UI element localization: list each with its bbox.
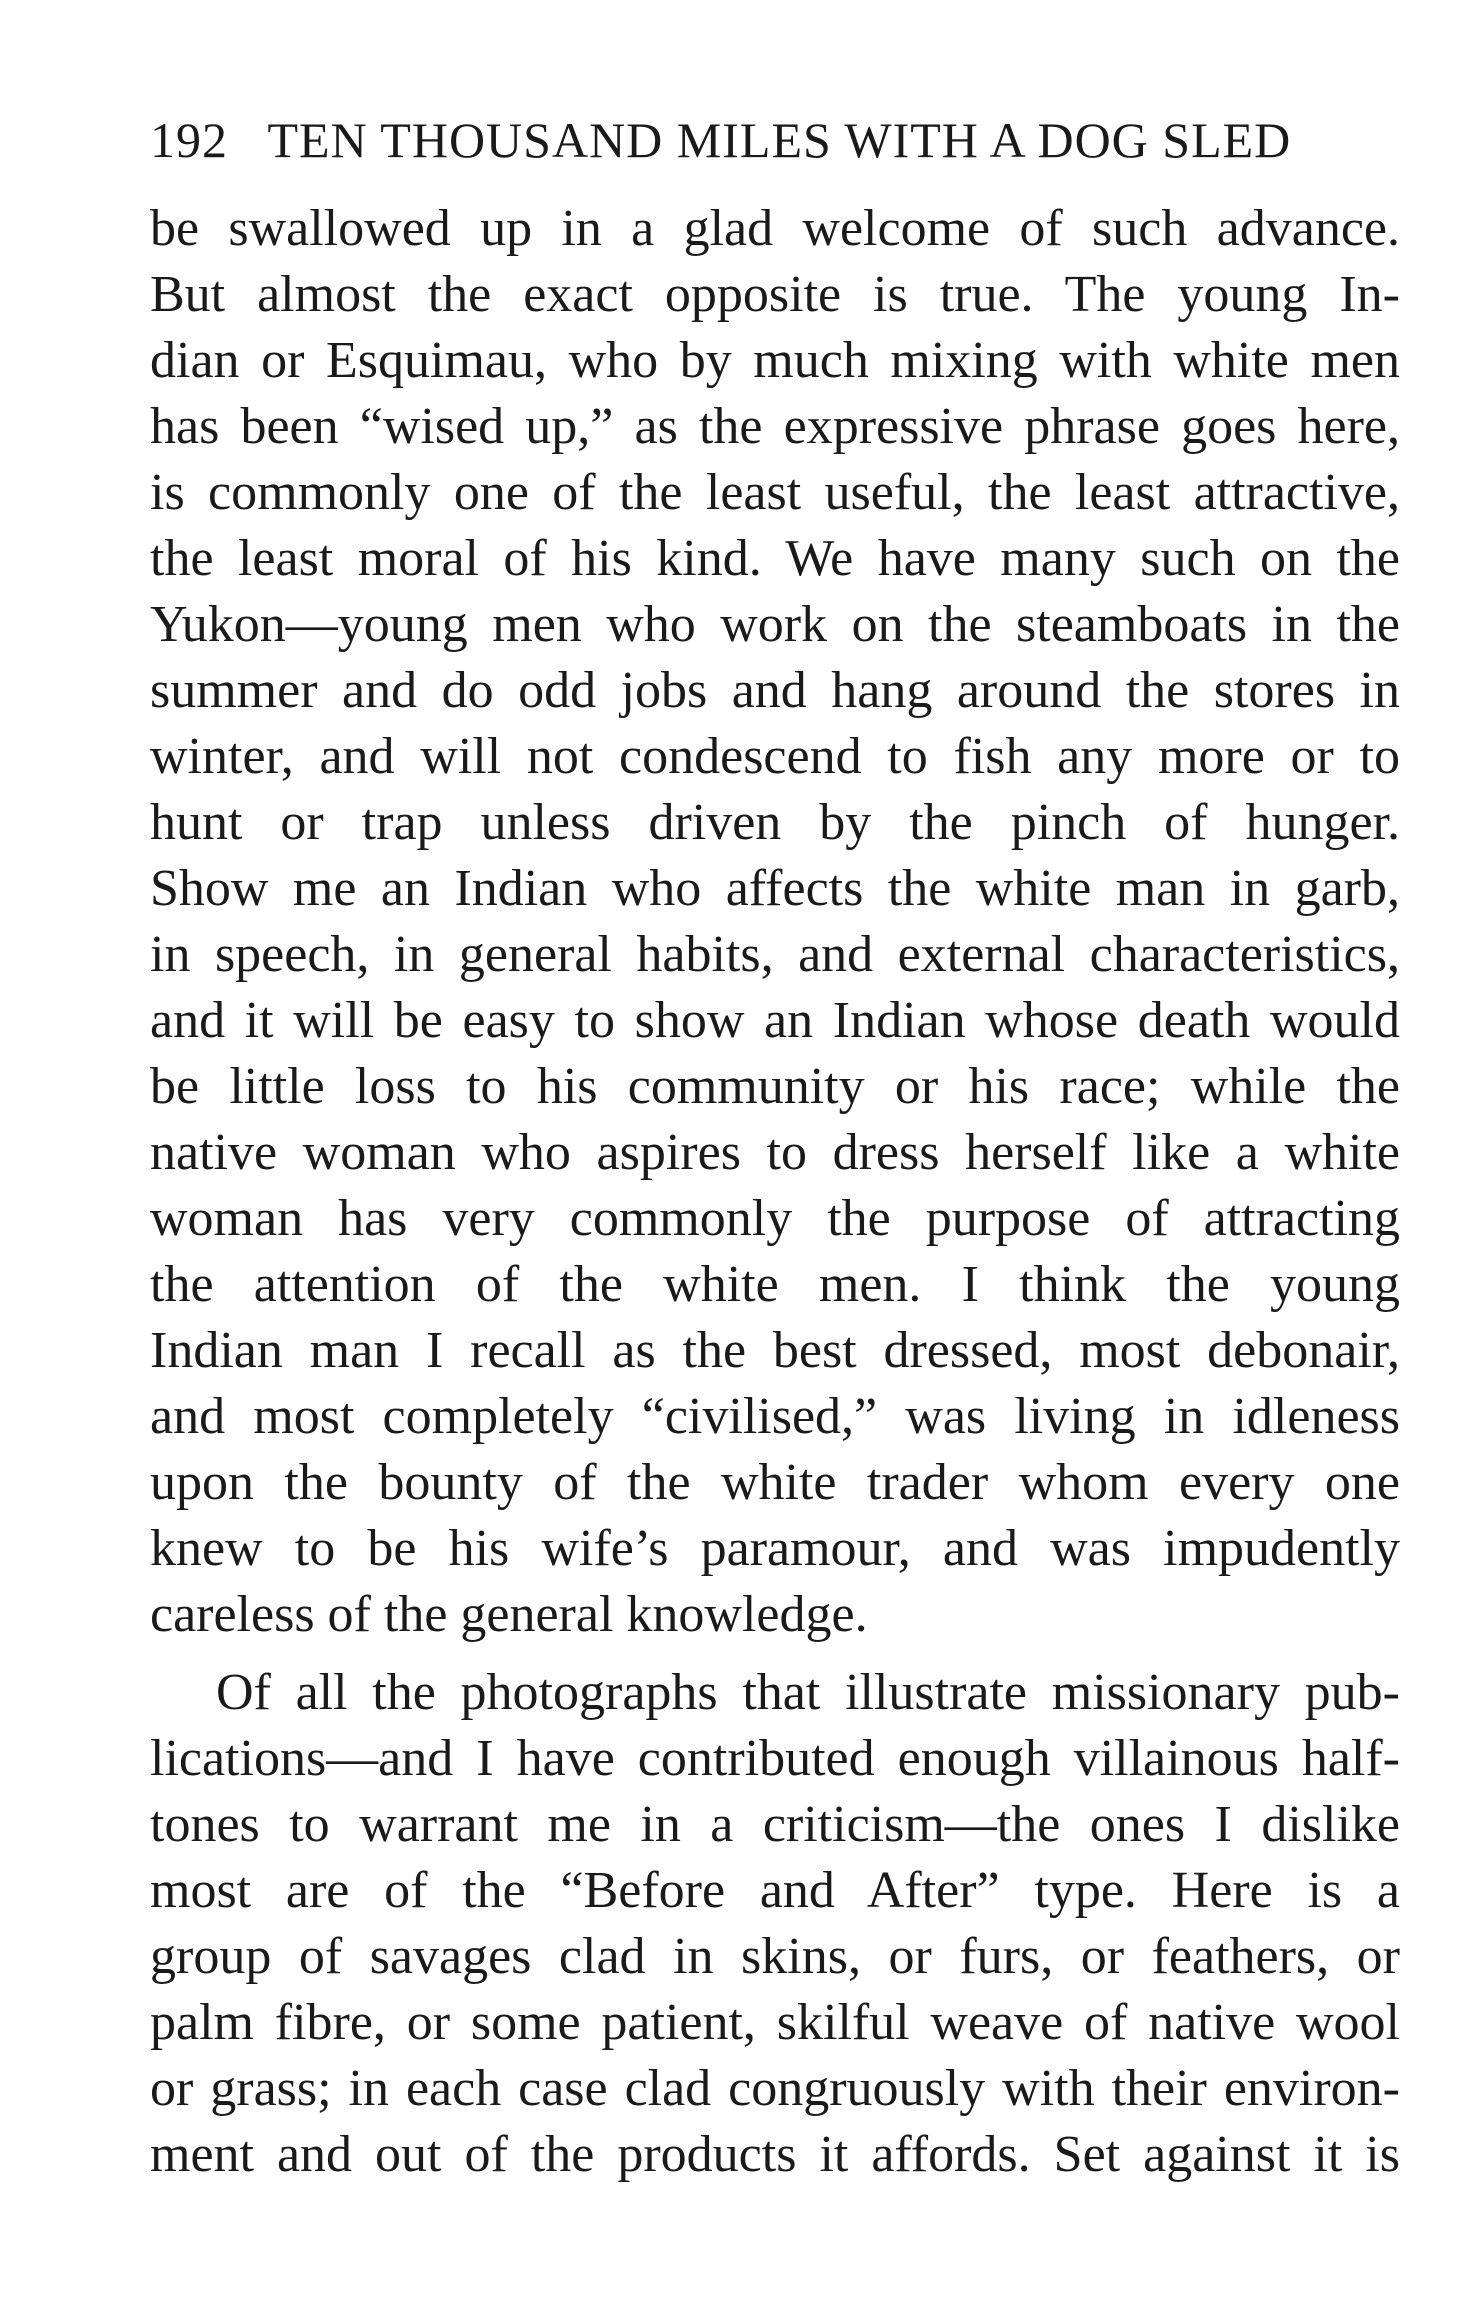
page-number: 192 bbox=[150, 112, 228, 168]
text-line: upon the bounty of the white trader whom every one bbox=[150, 1454, 1400, 1511]
text-line: Of all the photographs that illustrate missionary pub- bbox=[216, 1664, 1400, 1721]
running-head bbox=[150, 105, 1360, 175]
text-line: most are of the “Before and After” type. Here is a bbox=[150, 1862, 1400, 1919]
paragraph-1 bbox=[150, 196, 1400, 1648]
text-line: tones to warrant me in a criticism—the ones I dislike bbox=[150, 1796, 1400, 1853]
text-line: But almost the exact opposite is true. The young In- bbox=[150, 266, 1400, 323]
text-line: and most completely “civilised,” was living in idleness bbox=[150, 1388, 1400, 1445]
book-title: TEN THOUSAND MILES WITH A DOG SLED bbox=[267, 112, 1292, 168]
text-line: summer and do odd jobs and hang around the stores in bbox=[150, 662, 1400, 719]
text-line: winter, and will not condescend to fish any more or to bbox=[150, 728, 1400, 785]
text-line: the least moral of his kind. We have many such on the bbox=[150, 530, 1400, 587]
text-line: be little loss to his community or his race; while the bbox=[150, 1058, 1400, 1115]
text-line: Yukon—young men who work on the steamboats in the bbox=[150, 596, 1400, 653]
text-line: palm fibre, or some patient, skilful weave of native wool bbox=[150, 1994, 1400, 2051]
text-line: knew to be his wife’s paramour, and was impudently bbox=[150, 1520, 1400, 1577]
text-line: has been “wised up,” as the expressive phrase goes here, bbox=[150, 398, 1400, 455]
text-line: woman has very commonly the purpose of attracting bbox=[150, 1190, 1400, 1247]
text-line: in speech, in general habits, and external characteristics, bbox=[150, 926, 1400, 983]
paragraph-gap bbox=[150, 1648, 1400, 1660]
text-line: lications—and I have contributed enough villainous half- bbox=[150, 1730, 1400, 1787]
text-line: Indian man I recall as the best dressed, most debonair, bbox=[150, 1322, 1400, 1379]
text-line: or grass; in each case clad congruously with their environ- bbox=[150, 2060, 1400, 2117]
text-line: dian or Esquimau, who by much mixing with white men bbox=[150, 332, 1400, 389]
body-text bbox=[150, 196, 1400, 2188]
text-line: ment and out of the products it affords. Set against it is bbox=[150, 2126, 1400, 2183]
text-line: the attention of the white men. I think the young bbox=[150, 1256, 1400, 1313]
text-line: be swallowed up in a glad welcome of such advance. bbox=[150, 200, 1400, 257]
text-line: is commonly one of the least useful, the least attractive, bbox=[150, 464, 1400, 521]
text-line: native woman who aspires to dress herself like a white bbox=[150, 1124, 1400, 1181]
paragraph-2 bbox=[150, 1660, 1400, 2188]
text-line: group of savages clad in skins, or furs, or feathers, or bbox=[150, 1928, 1400, 1985]
text-line: hunt or trap unless driven by the pinch of hunger. bbox=[150, 794, 1400, 851]
text-line: Show me an Indian who affects the white man in garb, bbox=[150, 860, 1400, 917]
text-line: careless of the general knowledge. bbox=[150, 1586, 868, 1643]
text-line: and it will be easy to show an Indian whose death would bbox=[150, 992, 1400, 1049]
